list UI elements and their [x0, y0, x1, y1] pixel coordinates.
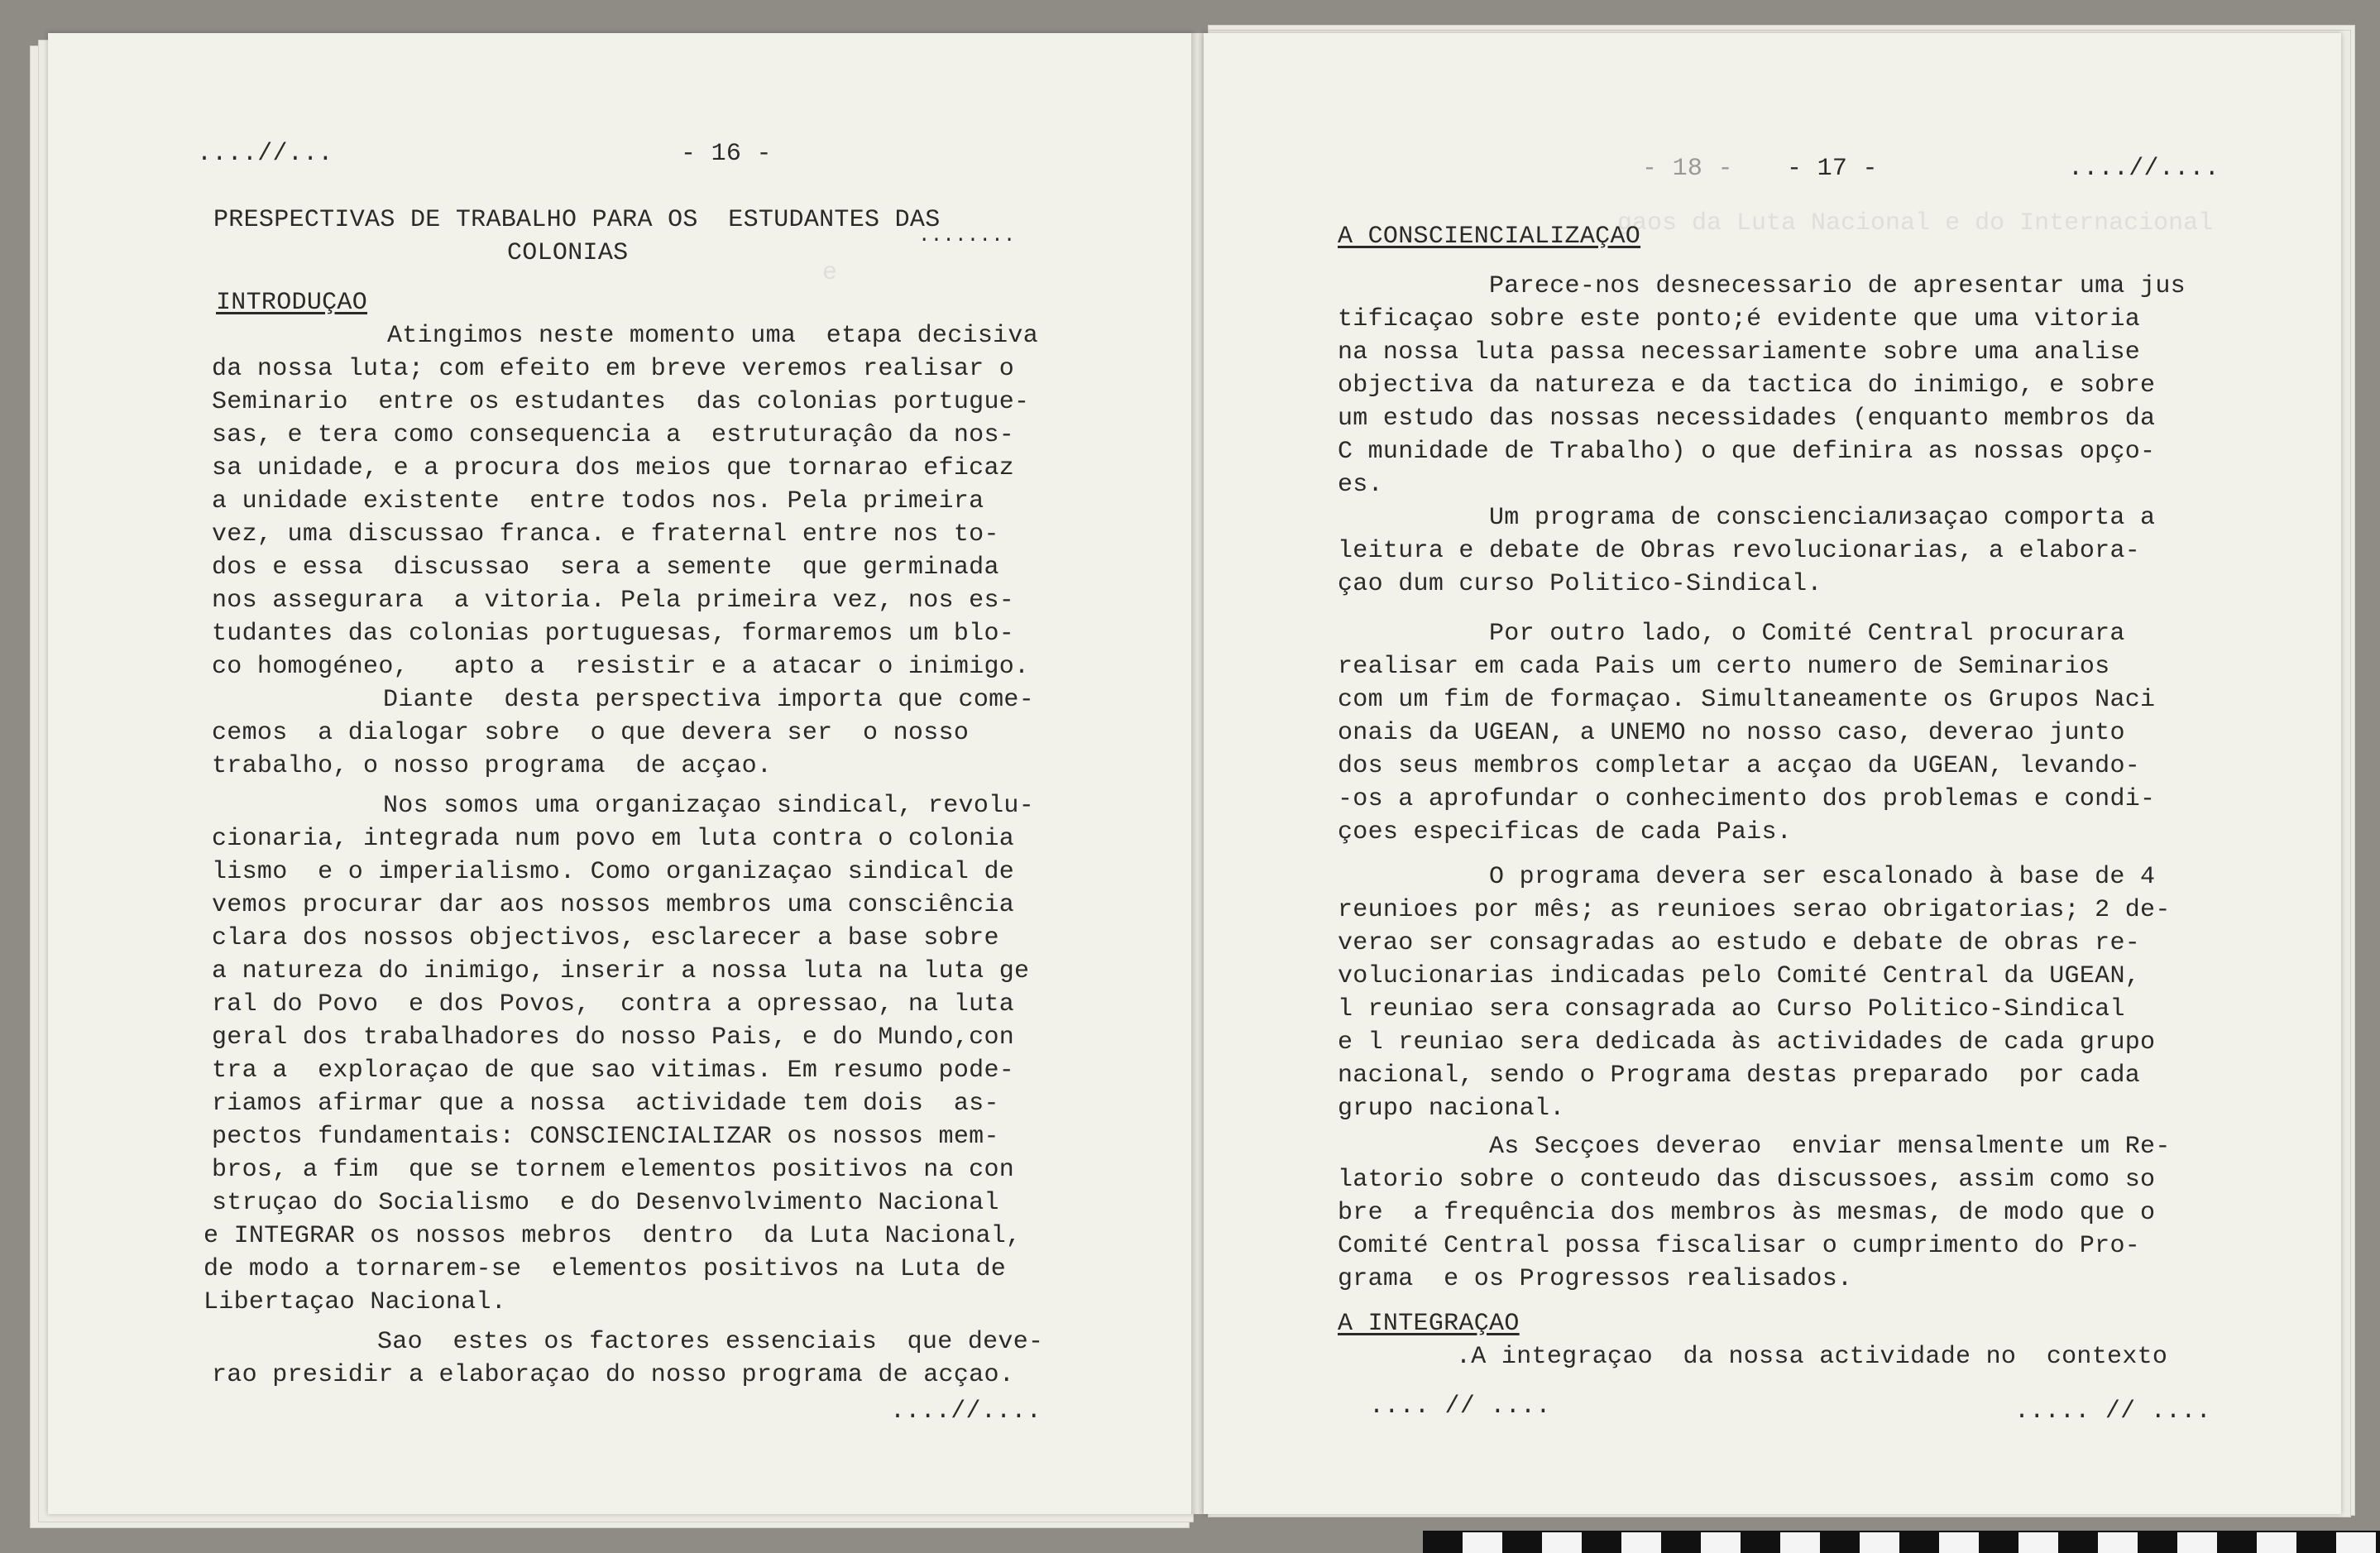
- text-line: tra a exploraçao de que sao vitimas. Em resumo pode-: [212, 1057, 1015, 1085]
- text-line: es.: [1338, 471, 1383, 499]
- page-footer-left: .... // ....: [1369, 1392, 1551, 1421]
- text-line: Atingimos neste momento uma etapa decisiva: [387, 322, 1039, 350]
- section-heading-integracao: A INTEGRAÇAO: [1338, 1310, 1520, 1338]
- section-heading-introducao: INTRODUÇAO: [216, 289, 368, 317]
- text-line: de modo a tornarem-se elementos positivos na Luta de: [204, 1255, 1007, 1283]
- left-page: [48, 33, 1194, 1514]
- text-line: -os a aprofundar o conhecimento dos problemas e condi-: [1338, 785, 2156, 813]
- text-line: grupo nacional.: [1338, 1095, 1565, 1123]
- text-line: sas, e tera como consequencia a estruturaçâo da nos-: [212, 421, 1015, 449]
- document-title-line2: COLONIAS: [507, 239, 629, 267]
- text-line: leitura e debate de Obras revolucionarias, a elabora-: [1338, 537, 2141, 565]
- text-line: l reuniao sera consagrada ao Curso Politico-Sindical: [1338, 995, 2125, 1023]
- text-line: onais da UGEAN, a UNEMO no nosso caso, deverao junto: [1338, 719, 2125, 747]
- text-line: na nossa luta passa necessariamente sobre uma analise: [1338, 338, 2141, 367]
- text-line: geral dos trabalhadores do nosso Pais, e do Mundo,con: [212, 1023, 1015, 1052]
- bleed-through-right: gaos da Luta Nacional e do Internacional: [1617, 209, 2214, 237]
- section-heading-consciencializacao: A CONSCIENCIALIZAÇAO: [1338, 223, 1641, 251]
- page-number: - 17 -: [1787, 155, 1878, 183]
- text-line: Libertaçao Nacional.: [204, 1288, 507, 1316]
- text-line: tudantes das colonias portuguesas, formaremos um blo-: [212, 620, 1015, 648]
- text-line: Sao estes os factores essenciais que deve-: [377, 1328, 1044, 1356]
- text-line: grama e os Progressos realisados.: [1338, 1265, 1853, 1293]
- text-line: ral do Povo e dos Povos, contra a opressao, na luta: [212, 990, 1015, 1019]
- page-number: - 16 -: [681, 140, 772, 168]
- text-line: riamos afirmar que a nossa actividade tem dois as-: [212, 1090, 999, 1118]
- text-line: dos e essa discussao sera a semente que germinada: [212, 554, 999, 582]
- bleed-through-left: e: [793, 259, 1076, 287]
- running-head-right: ....//....: [2068, 155, 2220, 183]
- text-line: a natureza do inimigo, inserir a nossa luta na luta ge: [212, 957, 1030, 985]
- scale-ruler: [1423, 1531, 2380, 1553]
- text-line: Um programa de conscienciализaçao comporta a: [1489, 504, 2156, 532]
- text-line: O programa devera ser escalonado à base de 4: [1489, 863, 2156, 891]
- text-line: dos seus membros completar a acçao da UGEAN, levando-: [1338, 752, 2141, 780]
- document-title: PRESPECTIVAS DE TRABALHO PARA OS ESTUDANTES DAS: [213, 206, 941, 234]
- text-line: vemos procurar dar aos nossos membros uma consciência: [212, 891, 1015, 919]
- right-page: [1204, 33, 2341, 1514]
- text-line: C munidade de Trabalho) o que definira as nossas opço-: [1338, 438, 2156, 466]
- text-line: Diante desta perspectiva importa que come-: [383, 686, 1035, 714]
- text-line: tificaçao sobre este ponto;é evidente que uma vitoria: [1338, 305, 2141, 333]
- text-line: realisar em cada Pais um certo numero de Seminarios: [1338, 653, 2110, 681]
- text-line: Parece-nos desnecessario de apresentar uma jus: [1489, 272, 2186, 300]
- text-line: nacional, sendo o Programa destas preparado por cada: [1338, 1062, 2141, 1090]
- running-head-left: ....//...: [197, 140, 333, 168]
- text-line: As Secçoes deverao enviar mensalmente um Re-: [1489, 1133, 2171, 1161]
- text-line: trabalho, o nosso programa de acçao.: [212, 752, 773, 780]
- text-line: objectiva da natureza e da tactica do inimigo, e sobre: [1338, 371, 2156, 400]
- text-line: e l reuniao sera dedicada às actividades de cada grupo: [1338, 1028, 2156, 1057]
- text-line: volucionarias indicadas pelo Comité Central da UGEAN,: [1338, 962, 2141, 990]
- text-line: um estudo das nossas necessidades (enquanto membros da: [1338, 405, 2156, 433]
- text-line: clara dos nossos objectivos, esclarecer a base sobre: [212, 924, 999, 952]
- text-line: .A integraçao da nossa actividade no contexto: [1456, 1343, 2168, 1371]
- text-line: com um fim de formaçao. Simultaneamente os Grupos Naci: [1338, 686, 2156, 714]
- text-line: nos assegurara a vitoria. Pela primeira vez, nos es-: [212, 587, 1015, 615]
- text-line: Por outro lado, o Comité Central procurara: [1489, 620, 2125, 648]
- text-line: bre a frequência dos membros às mesmas, de modo que o: [1338, 1199, 2156, 1227]
- page-footer-right: ..... // ....: [2014, 1397, 2211, 1426]
- text-line: Seminario entre os estudantes das colonias portugue-: [212, 388, 1030, 416]
- text-line: pectos fundamentais: CONSCIENCIALIZAR os nossos mem-: [212, 1123, 999, 1151]
- text-line: Comité Central possa fiscalisar o cumprimento do Pro-: [1338, 1232, 2141, 1260]
- text-line: sa unidade, e a procura dos meios que tornarao eficaz: [212, 454, 1015, 482]
- running-head-ghost: - 18 -: [1642, 155, 1733, 183]
- text-line: Nos somos uma organizaçao sindical, revolu-: [383, 792, 1035, 820]
- text-line: çoes especificas de cada Pais.: [1338, 818, 1793, 846]
- text-line: co homogéneo, apto a resistir e a atacar o inimigo.: [212, 653, 1030, 681]
- text-line: latorio sobre o conteudo das discussoes, assim como so: [1338, 1166, 2156, 1194]
- page-footer: ....//....: [890, 1397, 1042, 1426]
- text-line: bros, a fim que se tornem elementos positivos na con: [212, 1156, 1015, 1184]
- text-line: cemos a dialogar sobre o que devera ser o nosso: [212, 719, 970, 747]
- text-line: vez, uma discussao franca. e fraternal entre nos to-: [212, 520, 999, 549]
- text-line: reunioes por mês; as reunioes serao obrigatorias; 2 de-: [1338, 896, 2171, 924]
- text-line: verao ser consagradas ao estudo e debate de obras re-: [1338, 929, 2141, 957]
- text-line: lismo e o imperialismo. Como organizaçao sindical de: [212, 858, 1015, 886]
- text-line: rao presidir a elaboraçao do nosso programa de acçao.: [212, 1361, 1015, 1389]
- text-line: a unidade existente entre todos nos. Pela primeira: [212, 487, 984, 515]
- text-line: e INTEGRAR os nossos mebros dentro da Luta Nacional,: [204, 1222, 1022, 1250]
- text-line: struçao do Socialismo e do Desenvolvimento Nacional: [212, 1189, 999, 1217]
- text-line: çao dum curso Politico-Sindical.: [1338, 570, 1822, 598]
- text-line: cionaria, integrada num povo em luta contra o colonia: [212, 825, 1015, 853]
- text-line: da nossa luta; com efeito em breve veremos realisar o: [212, 355, 1015, 383]
- title-dots: ........: [918, 225, 1016, 247]
